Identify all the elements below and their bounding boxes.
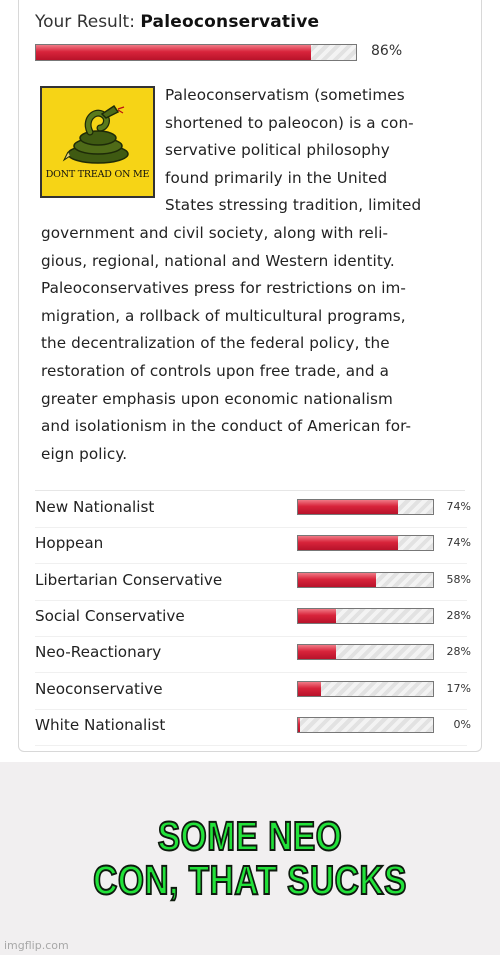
meme-caption-line-2: CON, THAT SUCKS bbox=[93, 857, 407, 903]
ranking-percent: 28% bbox=[446, 645, 471, 659]
description-line: shortened to paleocon) is a con- bbox=[165, 113, 414, 132]
result-name: Paleoconservative bbox=[140, 12, 320, 32]
ranking-row bbox=[19, 492, 483, 528]
ranking-row bbox=[19, 565, 483, 601]
ranking-bar-fill bbox=[298, 682, 321, 696]
ranking-label: New Nationalist bbox=[35, 498, 155, 516]
description-line: found primarily in the United bbox=[165, 168, 388, 187]
row-separator bbox=[35, 745, 467, 746]
ranking-bar-fill bbox=[298, 718, 300, 732]
description-line: the decentralization of the federal policy, the bbox=[41, 334, 390, 353]
ranking-label: Neoconservative bbox=[35, 679, 163, 698]
description-line: greater emphasis upon economic nationalism bbox=[41, 389, 393, 408]
description-line: restoration of controls upon free trade, and a bbox=[41, 362, 389, 380]
meme-caption-panel bbox=[0, 762, 500, 955]
result-progress-fill bbox=[36, 45, 311, 60]
description-line: and isolationism in the conduct of American for- bbox=[41, 417, 412, 436]
ranking-percent: 74% bbox=[446, 500, 471, 513]
ranking-percent: 0% bbox=[453, 717, 471, 731]
ranking-row bbox=[19, 710, 483, 746]
ranking-row bbox=[19, 601, 483, 637]
description-line: States stressing tradition, limited bbox=[165, 196, 422, 215]
description-line: migration, a rollback of multicultural programs, bbox=[41, 306, 406, 325]
ranking-bar-fill bbox=[298, 536, 398, 550]
description-line: Paleoconservatives press for restrictions on im- bbox=[41, 279, 407, 298]
ranking-row bbox=[19, 674, 483, 710]
ranking-label: White Nationalist bbox=[35, 715, 166, 734]
description-line: gious, regional, national and Western identity. bbox=[41, 251, 395, 270]
imgflip-watermark: imgflip.com bbox=[4, 939, 69, 952]
meme-caption-line-1: SOME NEO bbox=[157, 813, 343, 859]
ranking-percent: 74% bbox=[446, 536, 471, 550]
quiz-result-card bbox=[18, 0, 482, 752]
description-line: eign policy. bbox=[41, 444, 128, 463]
ranking-label: Hoppean bbox=[35, 534, 104, 553]
ranking-bar-fill bbox=[298, 500, 398, 514]
ranking-bar bbox=[297, 535, 434, 551]
ranking-bar-fill bbox=[298, 645, 336, 659]
ranking-label: Social Conservative bbox=[35, 606, 185, 625]
ranking-bar bbox=[297, 644, 434, 660]
description-line: government and civil society, along with reli- bbox=[41, 224, 389, 242]
ranking-row bbox=[19, 528, 483, 564]
ranking-percent: 58% bbox=[446, 572, 471, 586]
ranking-bar-fill bbox=[298, 609, 336, 623]
ranking-bar bbox=[297, 717, 434, 733]
gadsden-flag-image bbox=[40, 86, 155, 198]
ranking-percent: 28% bbox=[446, 608, 471, 622]
result-percent: 86% bbox=[371, 43, 403, 59]
result-heading bbox=[35, 12, 319, 32]
result-prefix: Your Result: bbox=[35, 12, 135, 32]
result-progress-bar bbox=[35, 44, 357, 61]
ranking-bar bbox=[297, 681, 434, 697]
description-line: Paleoconservatism (sometimes bbox=[165, 86, 405, 104]
description-line: servative political philosophy bbox=[165, 141, 390, 160]
ranking-bar bbox=[297, 572, 434, 588]
flag-motto: DONT TREAD ON ME bbox=[45, 169, 150, 180]
coiled-snake-icon bbox=[60, 94, 136, 170]
ranking-percent: 17% bbox=[446, 681, 471, 695]
section-divider bbox=[35, 490, 465, 491]
ranking-bar bbox=[297, 499, 434, 515]
ranking-label: Neo-Reactionary bbox=[35, 643, 162, 662]
ranking-bar-fill bbox=[298, 573, 376, 587]
ranking-row bbox=[19, 637, 483, 673]
ranking-label: Libertarian Conservative bbox=[35, 570, 223, 589]
ranking-bar bbox=[297, 608, 434, 624]
